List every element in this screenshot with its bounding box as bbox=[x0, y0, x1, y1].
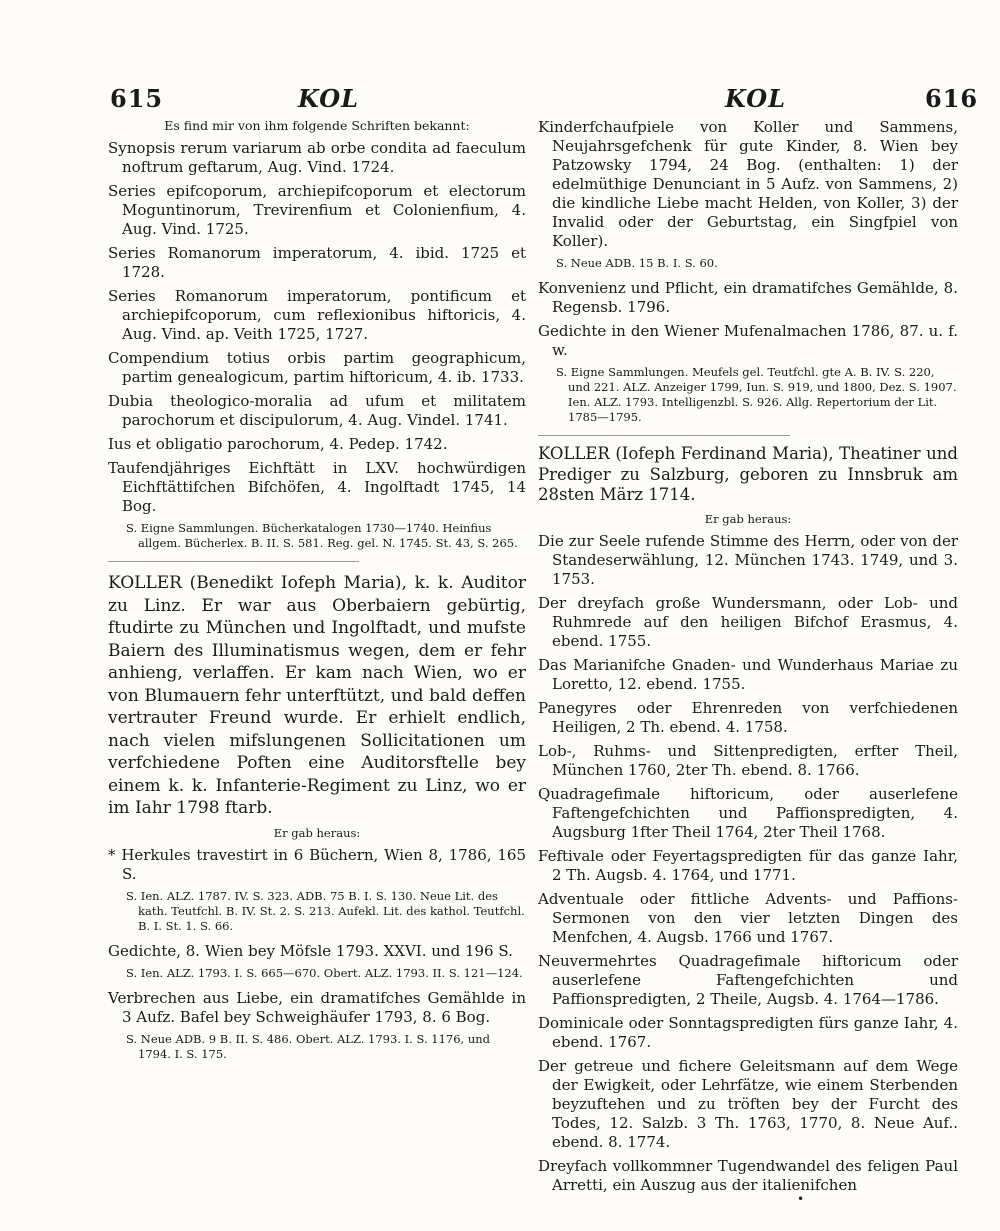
biography-joseph: KOLLER (Iofeph Ferdinand Maria), Theatiner und Prediger zu Salzburg, geboren zu Innsbruk am 28sten März 1714. bbox=[538, 444, 958, 504]
page-number-left: 615 bbox=[110, 84, 164, 113]
source-note: S. Eigne Sammlungen. Bücherkatalogen 1730—1740. Heinfius allgem. Bücherlex. B. II. S. 581. Reg. gel. N. 1745. St. 43, S. 265. bbox=[126, 521, 518, 550]
source-note: S. Eigne Sammlungen. Meufels gel. Teutfchl. gte A. B. IV. S. 220, und 221. ALZ. Anzeiger 1799, Iun. S. 919, und 1800, Dez. S. 1907. Ien. ALZ. 1793. Intelligenzbl. S. 926. Allg. Repertorium der Lit. 1785—1795. bbox=[556, 365, 957, 424]
page-number-right: 616 bbox=[925, 84, 979, 113]
work-entry: Gedichte, 8. Wien bey Möfsle 1793. XXVI. und 196 S. bbox=[108, 941, 513, 960]
work-entry: Series Romanorum imperatorum, pontificum et archiepifcoporum, cum reflexionibus hiftoricis, 4. Aug. Vind. ap. Veith 1725, 1727. bbox=[108, 287, 526, 343]
intro-line: Es find mir von ihm folgende Schriften bekannt: bbox=[164, 118, 470, 133]
work-entry: Compendium totius orbis partim geographicum, partim genealogicum, partim hiftoricum, 4. ib. 1733. bbox=[108, 349, 526, 386]
work-entry: Das Marianifche Gnaden- und Wunderhaus Mariae zu Loretto, 12. ebend. 1755. bbox=[538, 655, 958, 693]
work-entry: Synopsis rerum variarum ab orbe condita ad faeculum noftrum geftarum, Aug. Vind. 1724. bbox=[108, 139, 526, 176]
work-entry: Feftivale oder Feyertagspredigten für das ganze Iahr, 2 Th. Augsb. 4. 1764, und 1771. bbox=[538, 846, 958, 884]
work-entry: Series Romanorum imperatorum, 4. ibid. 1725 et 1728. bbox=[108, 244, 526, 281]
source-note: S. Neue ADB. 9 B. II. S. 486. Obert. ALZ. 1793. I. S. 1176, und 1794. I. S. 175. bbox=[126, 1031, 491, 1061]
work-entry: Gedichte in den Wiener Mufenalmachen 1786, 87. u. f. w. bbox=[538, 322, 958, 359]
work-entry: Series epifcoporum, archiepifcoporum et electorum Moguntinorum, Trevirenfium et Colonienfium, 4. Aug. Vind. 1725. bbox=[108, 182, 526, 238]
work-entry: Ius et obligatio parochorum, 4. Pedep. 1742. bbox=[108, 435, 448, 453]
source-note: S. Ien. ALZ. 1793. I. S. 665—670. Obert. ALZ. 1793. II. S. 121—124. bbox=[126, 965, 523, 980]
work-entry: Taufendjähriges Eichftätt in LXV. hochwürdigen Eichftättifchen Bifchöfen, 4. Ingolftadt 1745, 14 Bog. bbox=[108, 459, 526, 515]
work-entry: Lob-, Ruhms- und Sittenpredigten, erfter Theil, München 1760, 2ter Th. ebend. 8. 1766. bbox=[538, 741, 958, 779]
work-entry: Konvenienz und Pflicht, ein dramatifches Gemählde, 8. Regensb. 1796. bbox=[538, 279, 958, 316]
divider bbox=[538, 435, 790, 436]
ink-dot: • bbox=[797, 1192, 805, 1206]
er-gab-heraus: Er gab heraus: bbox=[704, 511, 792, 526]
work-entry: Kinderfchaufpiele von Koller und Sammens, Neujahrsgefchenk für gute Kinder, 8. Wien bey Patzowsky 1794, 24 Bog. (enthalten: 1) der edelmüthige Denunciant in 5 Aufz. von Sammens, 2) die kindliche Liebe macht Helden, von Koller, 3) der Invalid oder der Geburtstag, ein Singfpiel von Koller). bbox=[538, 118, 958, 250]
source-note: S. Ien. ALZ. 1787. IV. S. 323. ADB. 75 B. I. S. 130. Neue Lit. des kath. Teutfchl. B. IV. St. 2. S. 213. Aufekl. Lit. des kathol. Teutfchl. B. I. St. 1. S. 66. bbox=[126, 888, 525, 933]
work-entry: Der getreue und fichere Geleitsmann auf dem Wege der Ewigkeit, oder Lehrfätze, wie einem Sterbenden beyzuftehen und zu tröften bey der Furcht des Todes, 12. Salzb. 3 Th. 1763, 1770, 8. Neue Auf.. ebend. 8. 1774. bbox=[538, 1056, 958, 1151]
work-entry: Quadragefimale hiftoricum, oder auserlefene Faftengefchichten und Paffionspredigten, 4. Augsburg 1fter Theil 1764, 2ter Theil 1768. bbox=[538, 784, 958, 841]
work-entry: Dreyfach vollkommner Tugendwandel des feligen Paul Arretti, ein Auszug aus der italienifchen bbox=[538, 1156, 958, 1194]
work-entry: Neuvermehrtes Quadragefimale hiftoricum oder auserlefene Faftengefchichten und Paffionspredigten, 2 Theile, Augsb. 4. 1764—1786. bbox=[538, 951, 958, 1008]
work-entry: Adventuale oder fittliche Advents- und Paffions-Sermonen von den vier letzten Dingen des Menfchen, 4. Augsb. 1766 und 1767. bbox=[538, 889, 958, 946]
left-column bbox=[108, 118, 526, 1070]
work-entry: Dominicale oder Sonntagspredigten fürs ganze Iahr, 4. ebend. 1767. bbox=[538, 1013, 958, 1051]
er-gab-heraus: Er gab heraus: bbox=[273, 825, 361, 840]
biography-benedikt: KOLLER (Benedikt Iofeph Maria), k. k. Auditor zu Linz. Er war aus Oberbaiern gebürtig, ftudirte zu München und Ingolftadt, und mufste Baiern des Illuminatismus wegen, dem er fehr anhieng, verlaffen. Er kam nach Wien, wo er von Blumauern fehr unterftützt, und bald deffen vertrauter Freund wurde. Er erhielt endlich, nach vielen mifslungenen Sollicitationen um verfchiedene Poften eine Auditorsftelle bey einem k. k. Infanterie-Regiment zu Linz, wo er im Iahr 1798 ftarb. bbox=[108, 573, 526, 818]
running-head-right: KOL bbox=[725, 84, 786, 113]
work-entry: Verbrechen aus Liebe, ein dramatifches Gemählde in 3 Aufz. Bafel bey Schweighäufer 1793, 8. 6 Bog. bbox=[108, 988, 526, 1026]
divider bbox=[108, 561, 359, 562]
work-entry: Dubia theologico-moralia ad ufum et militatem parochorum et discipulorum, 4. Aug. Vindel. 1741. bbox=[108, 392, 526, 429]
source-note: S. Neue ADB. 15 B. I. S. 60. bbox=[556, 256, 718, 270]
work-entry: * Herkules travestirt in 6 Büchern, Wien 8, 1786, 165 S. bbox=[108, 845, 526, 883]
work-entry: Die zur Seele rufende Stimme des Herrn, oder von der Standeserwählung, 12. München 1743. 1749, und 3. 1753. bbox=[538, 531, 958, 588]
right-column bbox=[538, 118, 958, 1200]
work-entry: Panegyres oder Ehrenreden von verfchiedenen Heiligen, 2 Th. ebend. 4. 1758. bbox=[538, 698, 958, 736]
work-entry: Der dreyfach große Wundersmann, oder Lob- und Ruhmrede auf den heiligen Bifchof Erasmus, 4. ebend. 1755. bbox=[538, 593, 958, 650]
running-head-left: KOL bbox=[298, 84, 359, 113]
